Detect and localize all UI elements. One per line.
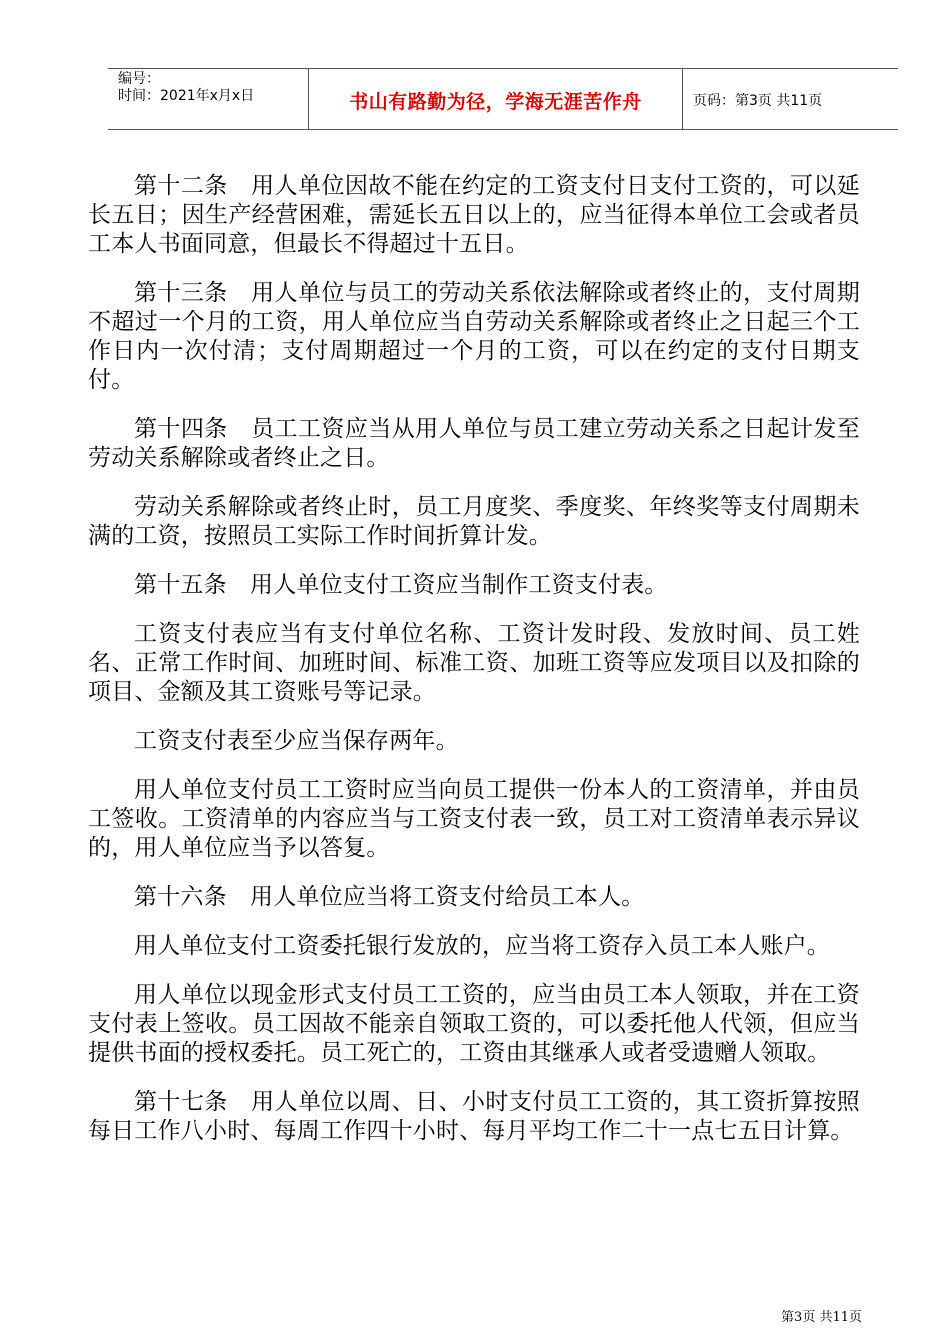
paragraph-article-16: 第十六条 用人单位应当将工资支付给员工本人。	[134, 884, 645, 910]
paragraph-cash-payment: 用人单位以现金形式支付员工工资的，应当由员工本人领取，并在工资支付表上签收。员工因故不能亲自领取工资的，可以委托他人代领，但应当提供书面的授权委托。员工死亡的，工资由其继承人或者受遗赠人领取。	[88, 982, 860, 1066]
paragraph-payroll-contents: 工资支付表应当有支付单位名称、工资计发时段、发放时间、员工姓名、正常工作时间、加班时间、标准工资、加班工资等应发项目以及扣除的项目、金额及其工资账号等记录。	[88, 621, 860, 705]
document-date: 时间：2021年x月x日	[118, 88, 255, 104]
paragraph-bank-payment: 用人单位支付工资委托银行发放的，应当将工资存入员工本人账户。	[134, 933, 830, 959]
page-footer: 第3页 共11页	[781, 1310, 862, 1325]
header-meta	[108, 69, 309, 129]
paragraph-payroll-retention: 工资支付表至少应当保存两年。	[134, 728, 459, 754]
paragraph-article-12: 第十二条 用人单位因故不能在约定的工资支付日支付工资的，可以延长五日；因生产经营困难，需延长五日以上的，应当征得本单位工会或者员工本人书面同意，但最长不得超过十五日。	[88, 173, 860, 257]
header-motto: 书山有路勤为径，学海无涯苦作舟	[309, 69, 683, 129]
header-page-info: 页码：第3页 共11页	[693, 93, 823, 109]
paragraph-article-14: 第十四条 员工工资应当从用人单位与员工建立劳动关系之日起计发至劳动关系解除或者终止之日。	[88, 416, 860, 471]
document-number-label: 编号：	[118, 71, 160, 87]
paragraph-article-13: 第十三条 用人单位与员工的劳动关系依法解除或者终止的，支付周期不超过一个月的工资，用人单位应当自劳动关系解除或者终止之日起三个工作日内一次付清；支付周期超过一个月的工资，可以在约定的支付日期支付。	[88, 280, 860, 393]
paragraph-article-17: 第十七条 用人单位以周、日、小时支付员工工资的，其工资折算按照每日工作八小时、每周工作四十小时、每月平均工作二十一点七五日计算。	[88, 1089, 860, 1144]
paragraph-wage-slip: 用人单位支付员工工资时应当向员工提供一份本人的工资清单，并由员工签收。工资清单的内容应当与工资支付表一致，员工对工资清单表示异议的，用人单位应当予以答复。	[88, 777, 860, 861]
page-header	[108, 68, 898, 130]
paragraph-bonus-calculation: 劳动关系解除或者终止时，员工月度奖、季度奖、年终奖等支付周期未满的工资，按照员工实际工作时间折算计发。	[88, 494, 860, 549]
paragraph-article-15: 第十五条 用人单位支付工资应当制作工资支付表。	[134, 572, 668, 598]
document-body	[88, 172, 860, 1166]
